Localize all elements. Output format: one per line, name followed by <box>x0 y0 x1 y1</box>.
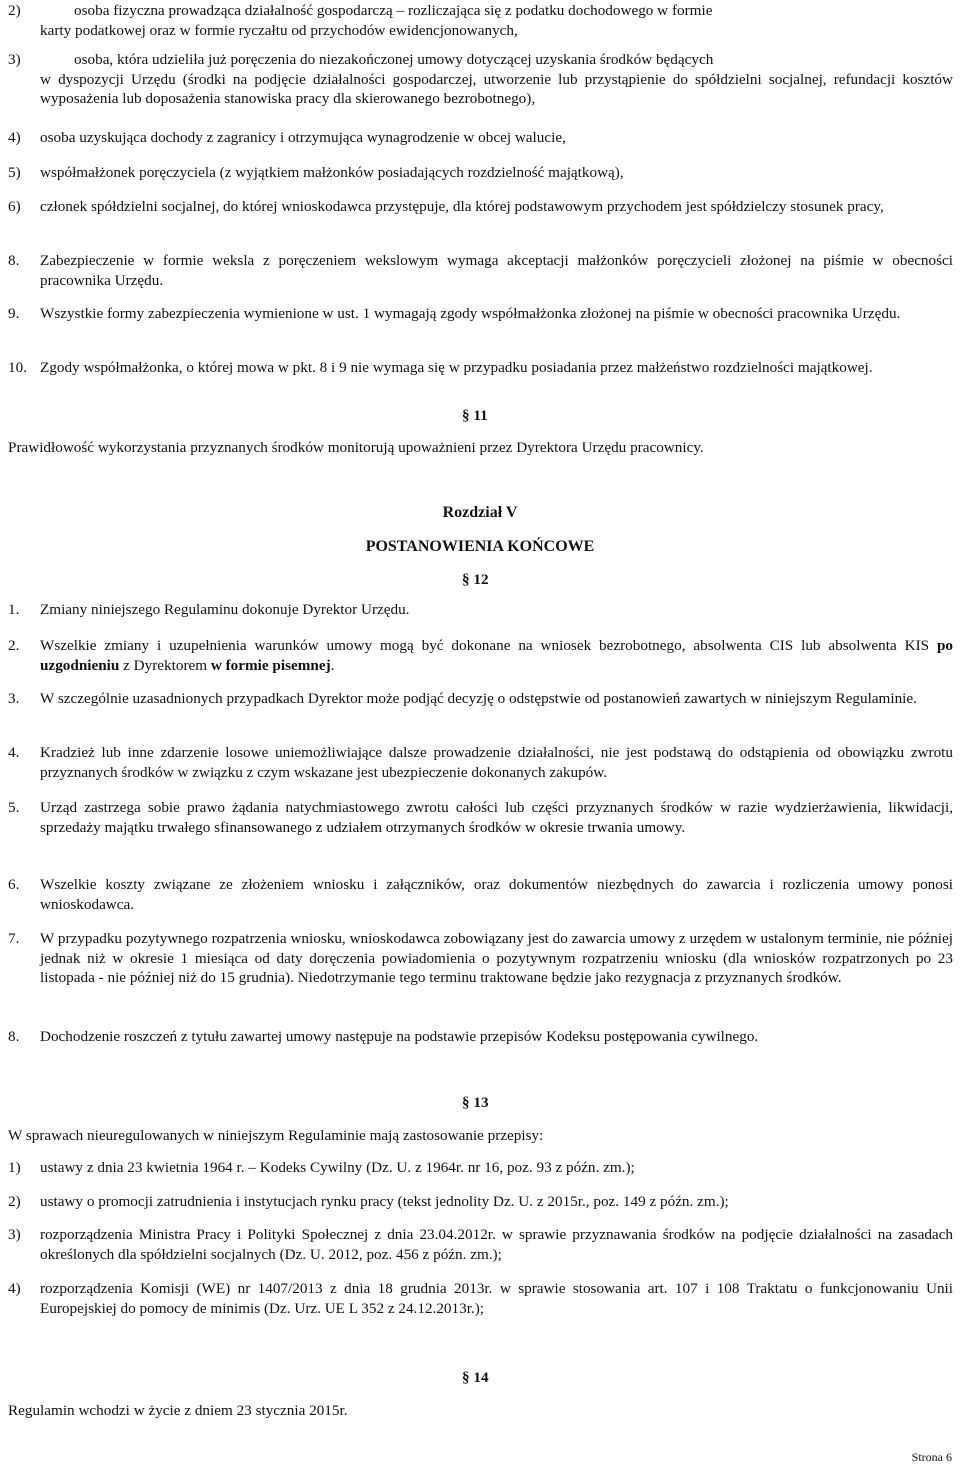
point-number: 6. <box>8 876 20 893</box>
list-item <box>8 1225 953 1264</box>
numbered-point <box>8 743 953 782</box>
numbered-point <box>8 689 953 709</box>
list-item <box>8 1 953 40</box>
list-text-first: osoba, która udzieliła już poręczenia do niezakończonej umowy dotyczącej uzyskania środków będących <box>74 51 714 68</box>
list-text: członek spółdzielni socjalnej, do której wnioskodawca przystępuje, dla której podstawowym przychodem jest spółdzielczy stosunek pracy, <box>40 198 884 215</box>
list-number: 3) <box>8 51 21 68</box>
chapter-subtitle: POSTANOWIENIA KOŃCOWE <box>365 538 595 555</box>
chapter-title: Rozdział V <box>442 504 518 521</box>
list-item <box>8 1279 953 1318</box>
point-number: 1. <box>8 601 20 618</box>
numbered-point <box>8 798 953 837</box>
list-text: rozporządzenia Komisji (WE) nr 1407/2013 z dnia 18 grudnia 2013r. w sprawie stosowania art. 107 i 108 Traktatu o funkcjonowaniu Unii Europejskiej do pomocy de minimis (Dz. Urz. UE L 352 z 24.12.2013r.); <box>40 1280 953 1317</box>
list-text: osoba uzyskująca dochody z zagranicy i otrzymująca wynagrodzenie w obcej walucie, <box>40 129 566 146</box>
point-text-part: z Dyrektorem <box>119 656 211 674</box>
point-text-part: Wszelkie zmiany i uzupełnienia warunków umowy mogą być dokonane na wniosek bezrobotnego, absolwenta CIS lub absolwenta KIS <box>40 637 937 654</box>
list-item <box>8 1158 953 1178</box>
point-text: Urząd zastrzega sobie prawo żądania natychmiastowego zwrotu całości lub części przyznanych środków w razie wydzierżawienia, likwidacji, sprzedaży majątku trwałego sfinansowanego z udziałem otrzymanych środków w okresie trwania umowy. <box>40 799 953 836</box>
list-text: rozporządzenia Ministra Pracy i Polityki Społecznej z dnia 23.04.2012r. w sprawie przyznawania środków na podjęcie działalności na zasadach określonych dla spółdzielni socjalnych (Dz. U. 2012, poz. 456 z późn. zm.); <box>40 1226 953 1263</box>
list-number: 3) <box>8 1226 21 1243</box>
list-text: współmałżonek poręczyciela (z wyjątkiem małżonków posiadających rozdzielność majątkową), <box>40 164 624 181</box>
point-text: Kradzież lub inne zdarzenie losowe uniemożliwiające dalsze prowadzenie działalności, nie jest podstawą do odstąpienia od obowiązku zwrotu przyznanych środków w związku z czym wskazane jest ubezpieczenie dokonanych zakupów. <box>40 744 953 781</box>
numbered-point <box>8 251 953 290</box>
section-heading-11: § 11 <box>462 407 488 424</box>
list-text: ustawy o promocji zatrudnienia i instytucjach rynku pracy (tekst jednolity Dz. U. z 2015r., poz. 149 z późn. zm.); <box>40 1193 729 1210</box>
point-number: 5. <box>8 799 20 816</box>
point-number: 8. <box>8 1028 20 1045</box>
list-number: 4) <box>8 1280 21 1297</box>
list-number: 2) <box>8 2 21 19</box>
point-text: Wszelkie koszty związane ze złożeniem wniosku i załączników, oraz dokumentów niezbędnych do zawarcia i rozliczenia umowy ponosi wnioskodawca. <box>40 876 953 913</box>
point-text: Zabezpieczenie w formie weksla z poręczeniem wekslowym wymaga akceptacji małżonków poręczycieli złożonej na piśmie w obecności pracownika Urzędu. <box>40 252 953 289</box>
point-text <box>40 636 953 675</box>
list-item <box>8 197 953 217</box>
list-item <box>8 1192 953 1212</box>
section-heading-14: § 14 <box>462 1369 489 1386</box>
point-number: 9. <box>8 305 20 322</box>
point-text: Wszystkie formy zabezpieczenia wymienione w ust. 1 wymagają zgody współmałżonka złożonej na piśmie w obecności pracownika Urzędu. <box>40 305 901 322</box>
point-text: W przypadku pozytywnego rozpatrzenia wniosku, wnioskodawca zobowiązany jest do zawarcia umowy z urzędem w ustalonym terminie, nie później jednak niż w okresie 1 miesiąca od daty doręczenia powiadomienia o pozytywnym rozpatrzeniu wniosku (dla wniosków rozpatrzonych po 23 listopada - nie później niż do 15 grudnia). Niedotrzymanie tego terminu traktowane będzie jako rezygnacja z przyznanych środków. <box>40 930 953 986</box>
list-text-first: osoba fizyczna prowadząca działalność gospodarczą – rozliczająca się z podatku dochodowego w formie <box>74 2 713 19</box>
numbered-point <box>8 929 953 988</box>
list-number: 5) <box>8 164 21 181</box>
section-11-text: Prawidłowość wykorzystania przyznanych środków monitorują upoważnieni przez Dyrektora Urzędu pracownicy. <box>8 439 704 456</box>
point-number: 8. <box>8 252 20 269</box>
point-text: Zmiany niniejszego Regulaminu dokonuje Dyrektor Urzędu. <box>40 601 410 618</box>
point-text-bold: w formie pisemnej <box>210 656 331 674</box>
point-text: Zgody współmałżonka, o której mowa w pkt. 8 i 9 nie wymaga się w przypadku posiadania przez małżeństwo rozdzielności majątkowej. <box>40 359 873 376</box>
point-text-bold: po uzgodnieniu <box>40 637 953 674</box>
numbered-point <box>8 358 953 378</box>
page-number: Strona 6 <box>911 1450 952 1464</box>
section-13-intro: W sprawach nieuregulowanych w niniejszym Regulaminie mają zastosowanie przepisy: <box>8 1127 544 1144</box>
numbered-point <box>8 636 953 675</box>
section-heading-12: § 12 <box>462 571 489 588</box>
list-text: ustawy z dnia 23 kwietnia 1964 r. – Kodeks Cywilny (Dz. U. z 1964r. nr 16, poz. 93 z późn. zm.); <box>40 1159 635 1176</box>
section-heading-13: § 13 <box>462 1094 489 1111</box>
list-number: 2) <box>8 1193 21 1210</box>
list-number: 6) <box>8 198 21 215</box>
point-number: 4. <box>8 744 20 761</box>
list-number: 4) <box>8 129 21 146</box>
numbered-point <box>8 875 953 914</box>
numbered-point <box>8 600 953 620</box>
section-14-text: Regulamin wchodzi w życie z dniem 23 stycznia 2015r. <box>8 1402 348 1419</box>
list-item <box>8 50 953 109</box>
point-number: 3. <box>8 690 20 707</box>
point-text-part: . <box>330 656 335 674</box>
numbered-point <box>8 1027 953 1047</box>
list-item <box>8 128 953 148</box>
numbered-point <box>8 304 953 324</box>
list-number: 1) <box>8 1159 21 1176</box>
point-number: 7. <box>8 930 20 947</box>
point-number: 2. <box>8 637 20 654</box>
list-text-rest: w dyspozycji Urzędu (środki na podjęcie działalności gospodarczej, utworzenie lub przystąpienie do spółdzielni socjalnej, refundacji kosztów wyposażenia lub doposażenia stanowiska pracy dla skierowanego bezrobotnego), <box>40 70 953 107</box>
list-item <box>8 163 953 183</box>
point-text: W szczególnie uzasadnionych przypadkach Dyrektor może podjąć decyzję o odstępstwie od postanowień zawartych w niniejszym Regulaminie. <box>40 690 917 707</box>
list-text-rest: karty podatkowej oraz w formie ryczałtu od przychodów ewidencjonowanych, <box>40 21 518 39</box>
point-text: Dochodzenie roszczeń z tytułu zawartej umowy następuje na podstawie przepisów Kodeksu postępowania cywilnego. <box>40 1028 759 1045</box>
point-number: 10. <box>8 359 27 376</box>
